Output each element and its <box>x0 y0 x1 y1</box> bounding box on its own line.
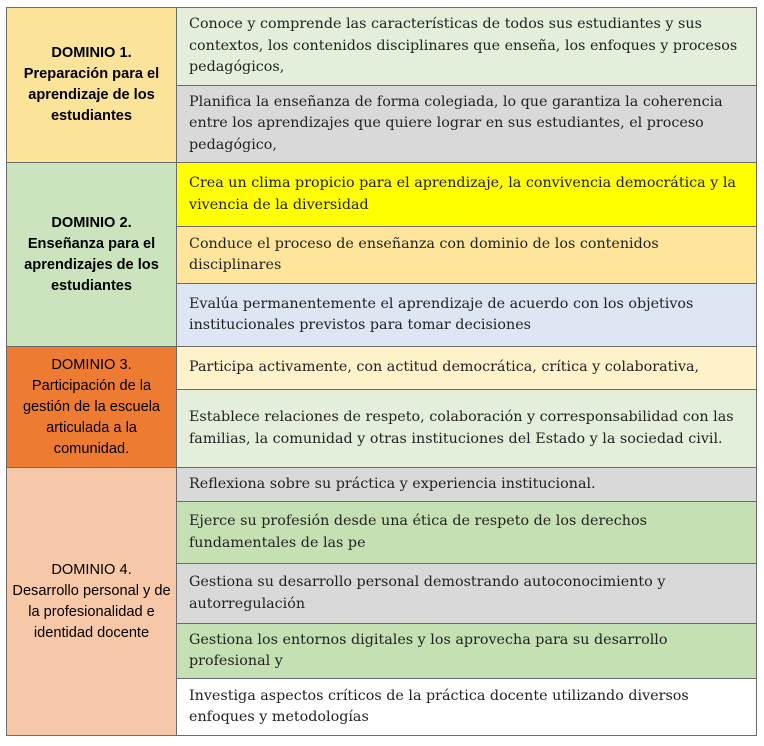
domain-4-competency-4: Gestiona los entornos digitales y los aprovecha para su desarrollo profesional y <box>177 624 757 679</box>
domain-2-competency-1: Crea un clima propicio para el aprendizaje, la convivencia democrática y la vivencia de la diversidad <box>177 163 757 227</box>
domain-2-competency-2: Conduce el proceso de enseñanza con dominio de los contenidos disciplinares <box>177 227 757 284</box>
domain-4-title: DOMINIO 4. <box>51 561 132 578</box>
domain-4-subtitle: Desarrollo personal y de la profesionalidad e identidad docente <box>12 582 171 641</box>
domain-2-competency-3: Evalúa permanentemente el aprendizaje de acuerdo con los objetivos institucionales previstos para tomar decisiones <box>177 284 757 347</box>
domain-4-cell <box>7 468 177 736</box>
domain-2-cell <box>7 163 177 347</box>
table-row <box>7 347 757 390</box>
domain-4-competency-3: Gestiona su desarrollo personal demostrando autoconocimiento y autorregulación <box>177 564 757 624</box>
domain-3-competency-1: Participa activamente, con actitud democrática, crítica y colaborativa, <box>177 347 757 390</box>
domain-3-title: DOMINIO 3. <box>51 356 132 373</box>
domain-4-competency-2: Ejerce su profesión desde una ética de respeto de los derechos fundamentales de las pe <box>177 502 757 564</box>
domain-3-cell <box>7 347 177 468</box>
table-row <box>7 468 757 502</box>
domain-1-competency-2: Planifica la enseñanza de forma colegiada, lo que garantiza la coherencia entre los aprendizajes que quiere lograr en sus estudiantes, el proceso pedagógico, <box>177 86 757 163</box>
domain-4-competency-5: Investiga aspectos críticos de la práctica docente utilizando diversos enfoques y metodologías <box>177 679 757 736</box>
domain-1-title: DOMINIO 1. <box>51 45 132 61</box>
domains-table <box>6 7 757 736</box>
table-row <box>7 8 757 86</box>
table-row <box>7 163 757 227</box>
domain-1-competency-1: Conoce y comprende las características de todos sus estudiantes y sus contextos, los contenidos disciplinares que enseña, los enfoques y procesos pedagógicos, <box>177 8 757 86</box>
domain-1-subtitle: Preparación para el aprendizaje de los estudiantes <box>23 66 160 124</box>
domain-2-title: DOMINIO 2. <box>51 214 132 231</box>
domain-2-subtitle: Enseñanza para el aprendizajes de los estudiantes <box>24 235 159 294</box>
domain-4-competency-1: Reflexiona sobre su práctica y experiencia institucional. <box>177 468 757 502</box>
domain-3-subtitle: Participación de la gestión de la escuela articulada a la comunidad. <box>22 377 161 457</box>
domain-1-cell <box>7 8 177 163</box>
domain-3-competency-2: Establece relaciones de respeto, colaboración y corresponsabilidad con las familias, la comunidad y otras instituciones del Estado y la sociedad civil. <box>177 390 757 468</box>
